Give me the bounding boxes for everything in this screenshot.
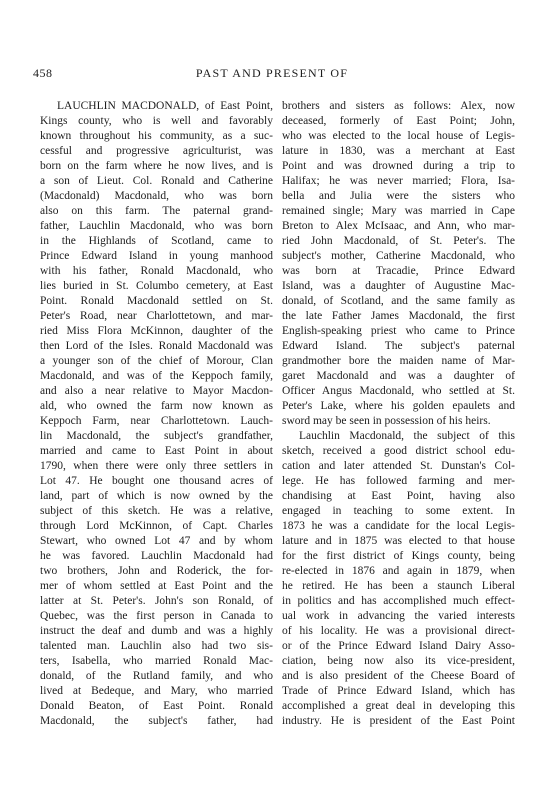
text-line: Point and was drowned during a trip to <box>282 160 515 172</box>
text-line: ual work in advancing the varied interests <box>282 610 515 622</box>
text-line: Macdonald, the subject's father, had <box>40 715 273 727</box>
text-line: brothers and sisters as follows: Alex, now <box>282 100 515 112</box>
text-line: donald, of the Rutland family, and who <box>40 670 273 682</box>
text-line: (Macdonald) Macdonald, who was born <box>40 190 273 202</box>
text-line: re-elected in 1876 and again in 1879, when <box>282 565 515 577</box>
text-line: Macdonald, and was of the Keppoch family, <box>40 370 273 382</box>
text-line: talented man. Lauchlin also had two sis- <box>40 640 273 652</box>
text-line: the late Father James Macdonald, the first <box>282 310 515 322</box>
text-line: for the first district of Kings county, being <box>282 550 515 562</box>
text-line: Trade of Prince Edward Island, which has <box>282 685 515 697</box>
text-line: 1790, when there were only three settlers in <box>40 460 273 472</box>
text-line: English-speaking priest who came to Prince <box>282 325 515 337</box>
text-line: lies buried in St. Columbo cemetery, at East <box>40 280 273 292</box>
text-line: lege. He has followed farming and mer- <box>282 475 515 487</box>
text-line: Donald Beaton, of East Point. Ronald <box>40 700 273 712</box>
text-line: then Lord of the Isles. Ronald Macdonald was <box>40 340 273 352</box>
text-line: sword may be seen in possession of his heirs. <box>282 415 491 427</box>
text-line: he was favored. Lauchlin Macdonald had <box>40 550 273 562</box>
text-line: with his father, Ronald Macdonald, who <box>40 265 273 277</box>
text-line: through Lord McKinnon, of Capt. Charles <box>40 520 273 532</box>
text-line: a younger son of the chief of Morour, Clan <box>40 355 273 367</box>
text-line: sketch, received a good district school edu- <box>282 445 515 457</box>
text-line: Peter's Lake, where his golden epaulets and <box>282 400 515 412</box>
text-line: born on the farm where he now lives, and is <box>40 160 273 172</box>
text-line: also on this farm. The paternal grand- <box>40 205 273 217</box>
text-line: lature in 1830, was a merchant at East <box>282 145 515 157</box>
text-line: and is also president of the Cheese Board of <box>282 670 515 682</box>
text-line: a son of Lieut. Col. Ronald and Catherine <box>40 175 273 187</box>
text-line: Lot 47. He bought one thousand acres of <box>40 475 273 487</box>
text-line: who was elected to the local house of Legis- <box>282 130 515 142</box>
text-line: ried Miss Flora McKinnon, daughter of the <box>40 325 273 337</box>
text-line: ald, who owned the farm now known as <box>40 400 273 412</box>
text-line: ciation, being now also its vice-president, <box>282 655 515 667</box>
text-line: in politics and has accomplished much effect- <box>282 595 515 607</box>
text-line: Officer Angus Macdonald, who settled at St. <box>282 385 515 397</box>
right-column <box>282 99 515 775</box>
text-line: accomplished a great deal in developing this <box>282 700 515 712</box>
text-line: Peter's Road, near Charlottetown, and mar- <box>40 310 273 322</box>
text-line: ried John Macdonald, of St. Peter's. The <box>282 235 515 247</box>
text-line: ters, Isabella, who married Ronald Mac- <box>40 655 273 667</box>
text-line: deceased, formerly of East Point; John, <box>282 115 515 127</box>
text-line: Edward Island. The subject's paternal <box>282 340 515 352</box>
text-line: chandising at East Point, having also <box>282 490 515 502</box>
text-line: donald, of Scotland, and the same family as <box>282 295 515 307</box>
text-line: of his locality. He was a provisional direct- <box>282 625 515 637</box>
text-line: subject of this sketch. He was a relative, <box>40 505 273 517</box>
text-line: Breton to Alex McIsaac, and Ann, who mar- <box>282 220 515 232</box>
text-line: remained single; Mary was married in Cape <box>282 205 515 217</box>
text-line: cation and later attended St. Dunstan's Col- <box>282 460 515 472</box>
text-line: in the Highlands of Scotland, came to <box>40 235 273 247</box>
page-number: 458 <box>33 66 53 80</box>
text-line: Prince Edward Island in young manhood <box>40 250 273 262</box>
text-line: was born at Tracadie, Prince Edward <box>282 265 515 277</box>
text-line: he retired. He has been a staunch Liberal <box>282 580 515 592</box>
text-line: mer of whom settled at East Point and the <box>40 580 273 592</box>
text-line: cessful and progressive agriculturist, was <box>40 145 273 157</box>
text-line: father, Lauchlin Macdonald, who was born <box>40 220 273 232</box>
text-line: or of the Prince Edward Island Dairy Asso- <box>282 640 515 652</box>
text-line: and also a near relative to Mayor Macdon- <box>40 385 273 397</box>
text-line: lin Macdonald, the subject's grandfather, <box>40 430 273 442</box>
left-column <box>40 99 273 775</box>
page-header <box>0 66 544 80</box>
text-line: lived at Bedeque, and Mary, who married <box>40 685 273 697</box>
text-line: grandmother bore the maiden name of Mar- <box>282 355 515 367</box>
text-line: Kings county, who is well and favorably <box>40 115 273 127</box>
text-line: Lauchlin Macdonald, the subject of this <box>299 430 515 442</box>
text-line: latter at St. Peter's. John's son Ronald, of <box>40 595 273 607</box>
text-line: engaged in teaching to some extent. In <box>282 505 515 517</box>
text-line: Island, was a daughter of Augustine Mac- <box>282 280 515 292</box>
text-line: subject's mother, Catherine Macdonald, who <box>282 250 515 262</box>
text-line: two brothers, John and Roderick, the for- <box>40 565 273 577</box>
text-line: married and came to East Point in about <box>40 445 273 457</box>
text-line: instruct the deaf and dumb and was a highly <box>40 625 273 637</box>
text-line: 1873 he was a candidate for the local Legis- <box>282 520 515 532</box>
text-line: lature and in 1875 was elected to that house <box>282 535 515 547</box>
text-line: garet Macdonald and was a daughter of <box>282 370 515 382</box>
text-line: LAUCHLIN MACDONALD, of East Point, <box>57 100 273 112</box>
running-title: PAST AND PRESENT OF <box>195 66 349 80</box>
text-line: Keppoch Farm, near Charlottetown. Lauch- <box>40 415 273 427</box>
text-line: bella and Julia were the sisters who <box>282 190 515 202</box>
text-line: Point. Ronald Macdonald settled on St. <box>40 295 273 307</box>
text-line: land, part of which is now owned by the <box>40 490 273 502</box>
text-line: industry. He is president of the East Point <box>282 715 515 727</box>
text-line: Quebec, was the first person in Canada to <box>40 610 273 622</box>
text-line: Halifax; he was never married; Flora, Isa- <box>282 175 515 187</box>
text-line: Stewart, who owned Lot 47 and by whom <box>40 535 273 547</box>
text-line: known throughout his community, as a suc- <box>40 130 273 142</box>
